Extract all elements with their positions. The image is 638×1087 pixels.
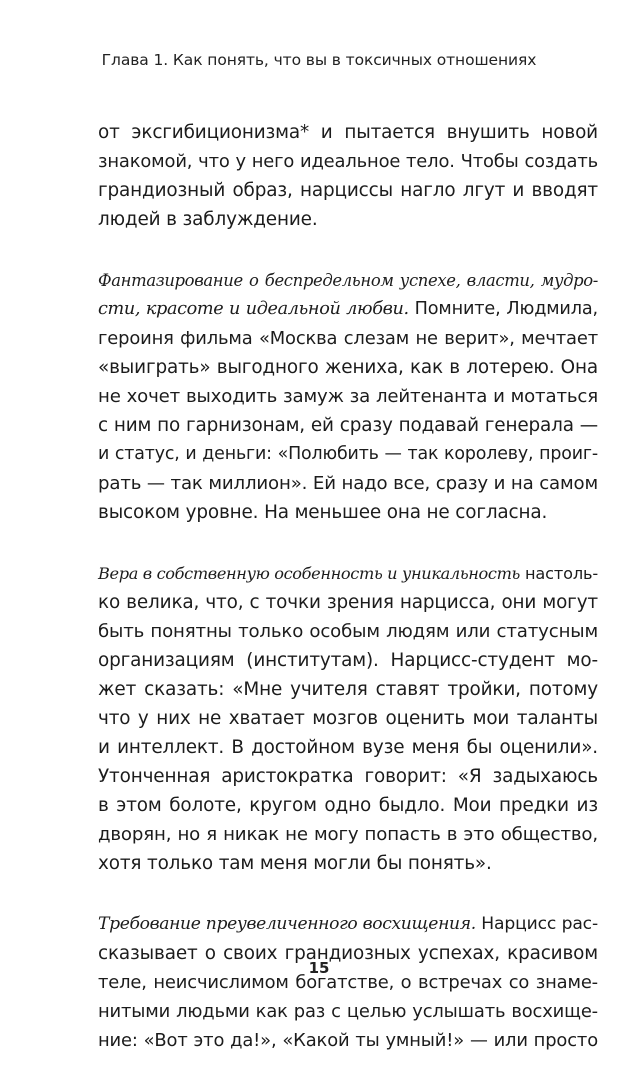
line-text: что у них не хватает мозгов оценить мои таланты <box>98 708 598 729</box>
line-text: людей в заблуждение. <box>98 209 318 230</box>
text-line <box>98 205 598 234</box>
line-text: жет сказать: «Мне учителя ставят тройки, потому <box>98 679 598 700</box>
line-text: рать — так миллион». Ей надо все, сразу и на самом <box>98 473 598 494</box>
text-line <box>98 733 598 762</box>
text-line <box>98 791 598 820</box>
text-line <box>98 588 598 617</box>
text-line <box>98 382 598 411</box>
text-line <box>98 295 598 324</box>
italic-lead: сти, красоте и идеальной любви. <box>98 299 409 319</box>
text-line <box>98 498 598 527</box>
text-line <box>98 353 598 382</box>
line-text: высоком уровне. На меньшее она не согласна. <box>98 502 548 523</box>
text-line <box>98 440 598 469</box>
line-text: теле, неисчислимом богатстве, о встречах со знаме- <box>98 972 598 993</box>
line-text: не хочет выходить замуж за лейтенанта и мотаться <box>98 386 598 407</box>
line-text: ние: «Вот это да!», «Какой ты умный!» — или просто <box>98 1030 598 1051</box>
line-text: организациям (институтам). Нарцисс-студент мо- <box>98 650 598 671</box>
line-text: «выиграть» выгодного жениха, как в лотерею. Она <box>98 357 598 378</box>
paragraph <box>98 559 598 878</box>
line-text: от эксгибиционизма* и пытается внушить новой <box>98 122 598 143</box>
line-text: героиня фильма «Москва слезам не верит», мечтает <box>98 328 598 349</box>
italic-lead: Вера в собственную особенность и уникальность <box>98 564 520 583</box>
text-line <box>98 559 598 588</box>
line-text: нитыми людьми как раз с целью услышать восхище- <box>98 1001 598 1022</box>
running-head: Глава 1. Как понять, что вы в токсичных отношениях <box>101 51 537 69</box>
text-line <box>98 266 598 295</box>
line-text: быть понятны только особым людям или статусным <box>98 621 598 642</box>
text-line <box>98 849 598 878</box>
text-line <box>98 147 598 176</box>
line-text: сказывает о своих грандиозных успехах, красивом <box>98 943 598 964</box>
text-line <box>98 1026 598 1055</box>
italic-lead: Фантазирование о беспредельном успехе, власти, мудро- <box>98 271 598 290</box>
line-text: ко велика, что, с точки зрения нарцисса, они могут <box>98 592 598 613</box>
line-text: Нарцисс рас- <box>475 914 598 934</box>
text-line <box>98 176 598 205</box>
line-text: и статус, и деньги: «Полюбить — так королеву, проиг- <box>98 444 598 464</box>
text-line <box>98 997 598 1026</box>
text-line <box>98 469 598 498</box>
paragraph <box>98 266 598 527</box>
line-text: хотя только там меня могли бы понять». <box>98 853 492 874</box>
text-line <box>98 762 598 791</box>
text-line <box>98 324 598 353</box>
line-text: настоль- <box>520 564 599 583</box>
line-text: Утонченная аристократка говорит: «Я задыхаюсь <box>98 766 598 787</box>
line-text: грандиозный образ, нарциссы нагло лгут и вводят <box>98 180 598 201</box>
body-text <box>98 118 598 1087</box>
line-text: Помните, Людмила, <box>408 299 598 319</box>
text-line <box>98 411 598 440</box>
text-line <box>98 675 598 704</box>
text-line <box>98 646 598 675</box>
italic-lead: Требование преувеличенного восхищения. <box>98 914 476 934</box>
page-number: 15 <box>308 959 330 977</box>
line-text: и интеллект. В достойном вузе меня бы оценили». <box>98 737 598 758</box>
text-line <box>98 820 598 849</box>
text-line <box>98 704 598 733</box>
text-line <box>98 910 598 939</box>
text-line <box>98 617 598 646</box>
paragraph <box>98 910 598 1055</box>
line-text: знакомой, что у него идеальное тело. Чтобы создать <box>98 151 598 172</box>
line-text: с ним по гарнизонам, ей сразу подавай генерала — <box>98 415 598 436</box>
paragraph <box>98 118 598 234</box>
text-line <box>98 118 598 147</box>
line-text: в этом болоте, кругом одно быдло. Мои предки из <box>98 795 598 816</box>
line-text: дворян, но я никак не могу попасть в это общество, <box>98 824 598 845</box>
